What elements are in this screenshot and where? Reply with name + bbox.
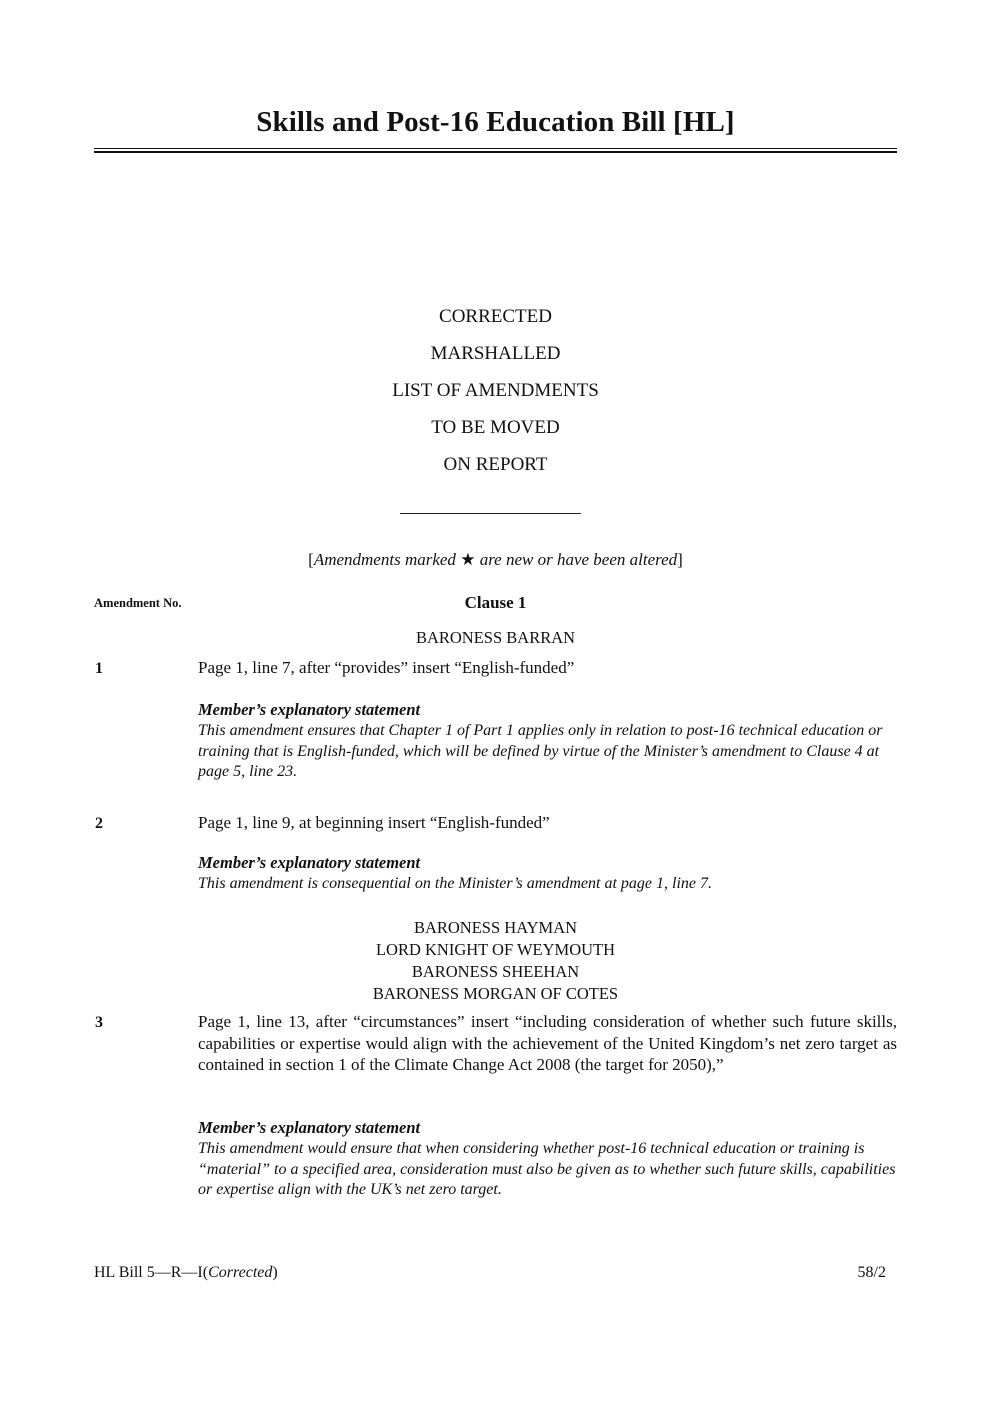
title-rule-thick xyxy=(94,151,897,153)
page-reference: 58/2 xyxy=(857,1264,886,1281)
statement-heading: Member’s explanatory statement xyxy=(198,853,421,872)
amendment-text: Page 1, line 13, after “circumstances” insert “including consideration of whether such future skills, capabilities or expertise would align with the achievement of the United Kingdom’s net zero target as contained in section 1 of the Climate Change Act 2008 (the target for 2050),” xyxy=(198,1012,897,1074)
sponsor-name: LORD KNIGHT OF WEYMOUTH xyxy=(375,940,616,959)
amendment-column-label: Amendment No. xyxy=(94,596,182,610)
statement-body: This amendment would ensure that when considering whether post-16 technical education or training is “material” to a specified area, consideration must also be given as to whether such future skills, capabilities or expertise align with the UK’s net zero target. xyxy=(198,1140,896,1198)
statement-heading: Member’s explanatory statement xyxy=(198,1118,421,1137)
note-text-after: are new or have been altered xyxy=(475,550,678,569)
statement-body: This amendment is consequential on the Minister’s amendment at page 1, line 7. xyxy=(198,875,713,892)
document-heading xyxy=(94,305,897,490)
note-close-bracket: ] xyxy=(677,550,683,569)
sponsor-name: BARONESS MORGAN OF COTES xyxy=(372,984,619,1003)
title-rule-thin xyxy=(94,148,897,149)
star-icon: ★ xyxy=(460,550,476,569)
bill-reference xyxy=(94,1264,278,1282)
bill-ref-suffix: ) xyxy=(272,1264,278,1281)
heading-line: MARSHALLED xyxy=(430,343,561,364)
sponsor-name: BARONESS HAYMAN xyxy=(413,918,578,937)
amendment-number: 3 xyxy=(95,1014,103,1031)
amendment-number: 1 xyxy=(95,660,103,677)
bill-ref-corrected: Corrected xyxy=(208,1264,273,1281)
clause-heading: Clause 1 xyxy=(464,593,527,612)
amendment-number: 2 xyxy=(95,815,103,832)
statement-heading: Member’s explanatory statement xyxy=(198,700,421,719)
statement-body: This amendment ensures that Chapter 1 of Part 1 applies only in relation to post-16 technical education or training that is English-funded, which will be defined by virtue of the Minister’s amendment to Clause 4 at page 5, line 23. xyxy=(198,722,883,780)
sponsor-list xyxy=(94,917,897,1005)
sponsor-name: BARONESS SHEEHAN xyxy=(411,962,580,981)
amendment-text: Page 1, line 7, after “provides” insert “English-funded” xyxy=(198,658,575,677)
note-text-before: Amendments marked xyxy=(313,550,461,569)
amendment-note xyxy=(94,550,897,570)
heading-line: LIST OF AMENDMENTS xyxy=(392,380,599,401)
heading-line: ON REPORT xyxy=(443,454,548,475)
heading-line: CORRECTED xyxy=(439,306,552,327)
bill-ref-prefix: HL Bill 5—R—I( xyxy=(94,1264,209,1281)
amendment-text: Page 1, line 9, at beginning insert “English-funded” xyxy=(198,813,550,832)
sponsor-name: BARONESS BARRAN xyxy=(415,628,576,647)
heading-line: TO BE MOVED xyxy=(431,417,560,438)
bill-title: Skills and Post-16 Education Bill [HL] xyxy=(256,106,735,138)
note-open-bracket: [ xyxy=(308,550,314,569)
heading-divider xyxy=(400,513,581,514)
sponsor-list xyxy=(94,627,897,649)
